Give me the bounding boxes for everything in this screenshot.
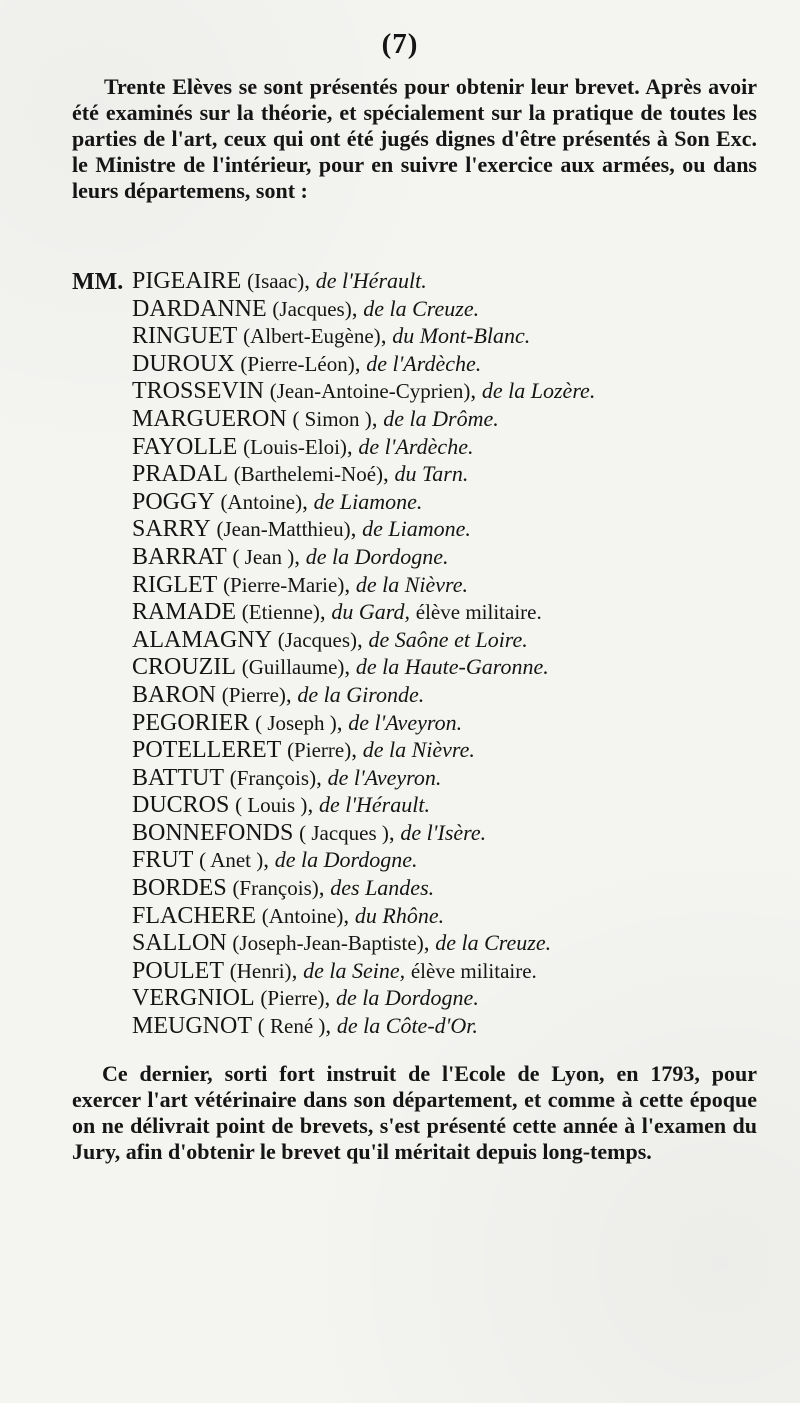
student-origin: de l'Isère. [400, 819, 487, 845]
student-surname: POTELLERET [132, 737, 282, 764]
student-surname: CROUZIL [132, 654, 236, 681]
student-note: élève militaire. [410, 958, 537, 983]
closing-text: Ce dernier, sorti fort instruit de l'Ecole de Lyon, en 1793, pour exercer l'art vétérinaire dans son département, et comme à cette époque on ne délivrait point de brevets, s'est présenté cette année à l'examen du Jury, afin d'obtenir le brevet qu'il méritait depuis long-temps. [72, 1061, 757, 1164]
student-surname: BORDES [132, 875, 227, 902]
list-item: RINGUET (Albert-Eugène), du Mont-Blanc. [132, 323, 531, 350]
student-surname: FLACHERE [132, 902, 257, 929]
intro-paragraph [72, 74, 757, 204]
student-surname: FRUT [132, 847, 194, 874]
student-origin: du Mont-Blanc. [392, 323, 531, 349]
student-origin: de l'Aveyron. [327, 764, 442, 790]
student-given-name: (François) [232, 876, 319, 901]
student-given-name: (Henri) [229, 958, 292, 983]
student-given-name: (Antoine) [261, 903, 344, 928]
student-given-name: ( René ) [257, 1014, 326, 1039]
student-given-name: (Jean-Antoine-Cyprien) [269, 379, 471, 404]
page-number: (7) [381, 28, 419, 60]
student-surname: ALAMAGNY [132, 626, 272, 653]
student-origin: de l'Ardèche. [358, 433, 474, 459]
closing-paragraph [72, 1061, 757, 1165]
student-surname: BARON [132, 681, 217, 708]
student-origin: de la Nièvre. [362, 737, 475, 763]
student-origin: de la Gironde. [297, 681, 425, 707]
list-item: TROSSEVIN (Jean-Antoine-Cyprien), de la Lozère. [132, 378, 596, 405]
student-surname: TROSSEVIN [132, 378, 265, 405]
student-surname: DUCROS [132, 792, 230, 819]
list-item: PEGORIER ( Joseph ), de l'Aveyron. [132, 709, 463, 736]
list-item: SARRY (Jean-Matthieu), de Liamone. [132, 516, 471, 543]
student-given-name: (Louis-Eloi) [243, 434, 347, 459]
student-origin: du Gard, [331, 599, 411, 625]
student-origin: du Tarn. [394, 461, 469, 487]
student-surname: RIGLET [132, 571, 218, 598]
student-origin: du Rhône. [354, 902, 445, 928]
student-surname: SALLON [132, 930, 227, 957]
student-given-name: (Pierre) [287, 738, 352, 763]
student-origin: de l'Ardèche. [366, 350, 482, 376]
list-item: VERGNIOL (Pierre), de la Dordogne. [132, 985, 479, 1012]
student-given-name: (Jacques) [272, 296, 352, 321]
student-surname: BONNEFONDS [132, 819, 294, 846]
student-given-name: (Jacques) [277, 627, 358, 652]
student-surname: PEGORIER [132, 709, 250, 736]
list-item: PIGEAIRE (Isaac), de l'Hérault. [132, 268, 427, 294]
student-surname: FAYOLLE [132, 433, 238, 460]
student-surname: MEUGNOT [132, 1013, 252, 1040]
list-item: ALAMAGNY (Jacques), de Saône et Loire. [132, 626, 528, 653]
student-origin: de la Dordogne. [305, 543, 449, 569]
student-list [132, 267, 752, 1040]
list-item: BARRAT ( Jean ), de la Dordogne. [132, 543, 449, 570]
student-surname: POGGY [132, 488, 215, 515]
list-item: FLACHERE (Antoine), du Rhône. [132, 902, 445, 929]
list-item: RAMADE (Etienne), du Gard, élève militaire. [132, 599, 542, 626]
student-origin: de la Dordogne. [274, 847, 418, 873]
list-item: RIGLET (Pierre-Marie), de la Nièvre. [132, 571, 469, 598]
student-given-name: ( Louis ) [235, 793, 308, 818]
student-note: élève militaire. [415, 600, 542, 625]
list-item: CROUZIL (Guillaume), de la Haute-Garonne. [132, 654, 549, 681]
list-item: SALLON (Joseph-Jean-Baptiste), de la Creuze. [132, 930, 552, 957]
list-item: MEUGNOT ( René ), de la Côte-d'Or. [132, 1013, 478, 1040]
student-given-name: (Antoine) [220, 489, 303, 514]
list-item: BORDES (François), des Landes. [132, 875, 435, 902]
student-origin: de la Creuze. [363, 295, 480, 321]
student-surname: BARRAT [132, 543, 227, 570]
student-origin: de Saône et Loire. [368, 626, 528, 652]
student-surname: VERGNIOL [132, 985, 255, 1012]
student-origin: des Landes. [330, 875, 435, 901]
student-surname: DUROUX [132, 350, 235, 377]
list-item: BONNEFONDS ( Jacques ), de l'Isère. [132, 819, 487, 846]
list-item: POTELLERET (Pierre), de la Nièvre. [132, 737, 475, 764]
student-origin: de la Seine, [303, 957, 406, 983]
student-surname: RINGUET [132, 323, 238, 350]
student-surname: SARRY [132, 516, 211, 543]
student-given-name: ( Jacques ) [299, 820, 389, 845]
list-item: BATTUT (François), de l'Aveyron. [132, 764, 442, 791]
list-item: DUCROS ( Louis ), de l'Hérault. [132, 792, 430, 819]
list-item: FAYOLLE (Louis-Eloi), de l'Ardèche. [132, 433, 474, 460]
student-given-name: (Pierre) [260, 986, 325, 1011]
student-origin: de l'Hérault. [315, 268, 427, 293]
student-given-name: (Guillaume) [241, 655, 345, 680]
student-surname: POULET [132, 957, 224, 984]
student-given-name: (François) [229, 765, 317, 790]
student-given-name: (Joseph-Jean-Baptiste) [232, 931, 424, 956]
student-origin: de l'Aveyron. [348, 709, 463, 735]
list-item: POGGY (Antoine), de Liamone. [132, 488, 423, 515]
student-given-name: (Jean-Matthieu) [216, 517, 351, 542]
list-item: POULET (Henri), de la Seine, élève militaire. [132, 957, 537, 984]
student-surname: DARDANNE [132, 295, 267, 322]
student-surname: PIGEAIRE [132, 268, 242, 294]
student-origin: de Liamone. [362, 516, 471, 542]
mm-label: MM. [72, 269, 124, 295]
list-item: MARGUERON ( Simon ), de la Drôme. [132, 405, 499, 432]
student-given-name: ( Simon ) [292, 406, 372, 431]
list-item: BARON (Pierre), de la Gironde. [132, 681, 425, 708]
student-given-name: (Pierre-Léon) [240, 351, 355, 376]
student-given-name: (Etienne) [241, 600, 320, 625]
student-surname: RAMADE [132, 599, 237, 626]
list-item: PRADAL (Barthelemi-Noé), du Tarn. [132, 461, 469, 488]
student-surname: PRADAL [132, 461, 229, 488]
student-origin: de la Haute-Garonne. [355, 654, 549, 680]
student-given-name: (Barthelemi-Noé) [233, 462, 384, 487]
student-given-name: (Albert-Eugène) [243, 324, 381, 349]
student-origin: de la Drôme. [383, 405, 499, 431]
student-origin: de Liamone. [313, 488, 423, 514]
student-origin: de la Nièvre. [355, 571, 469, 597]
list-item: FRUT ( Anet ), de la Dordogne. [132, 847, 418, 874]
list-item: DARDANNE (Jacques), de la Creuze. [132, 295, 480, 322]
student-surname: MARGUERON [132, 405, 287, 432]
student-given-name: ( Anet ) [199, 848, 264, 873]
student-origin: de la Dordogne. [336, 985, 479, 1011]
list-item: DUROUX (Pierre-Léon), de l'Ardèche. [132, 350, 482, 377]
intro-text: Trente Elèves se sont présentés pour obtenir leur brevet. Après avoir été examinés sur la théorie, et spécialement sur la pratique de toutes les parties de l'art, ceux qui ont été jugés dignes d'être présentés à Son Exc. le Ministre de l'intérieur, pour en suivre l'exercice aux armées, ou dans leurs départemens, sont : [72, 74, 757, 203]
student-given-name: ( Joseph ) [255, 710, 337, 735]
student-origin: de la Côte-d'Or. [336, 1013, 478, 1039]
student-origin: de la Lozère. [481, 378, 596, 404]
student-given-name: (Pierre-Marie) [223, 572, 345, 597]
student-origin: de l'Hérault. [318, 792, 430, 818]
student-given-name: (Isaac) [247, 269, 305, 293]
student-origin: de la Creuze. [435, 930, 552, 956]
student-surname: BATTUT [132, 764, 224, 791]
student-given-name: ( Jean ) [232, 544, 295, 569]
student-given-name: (Pierre) [221, 682, 286, 707]
